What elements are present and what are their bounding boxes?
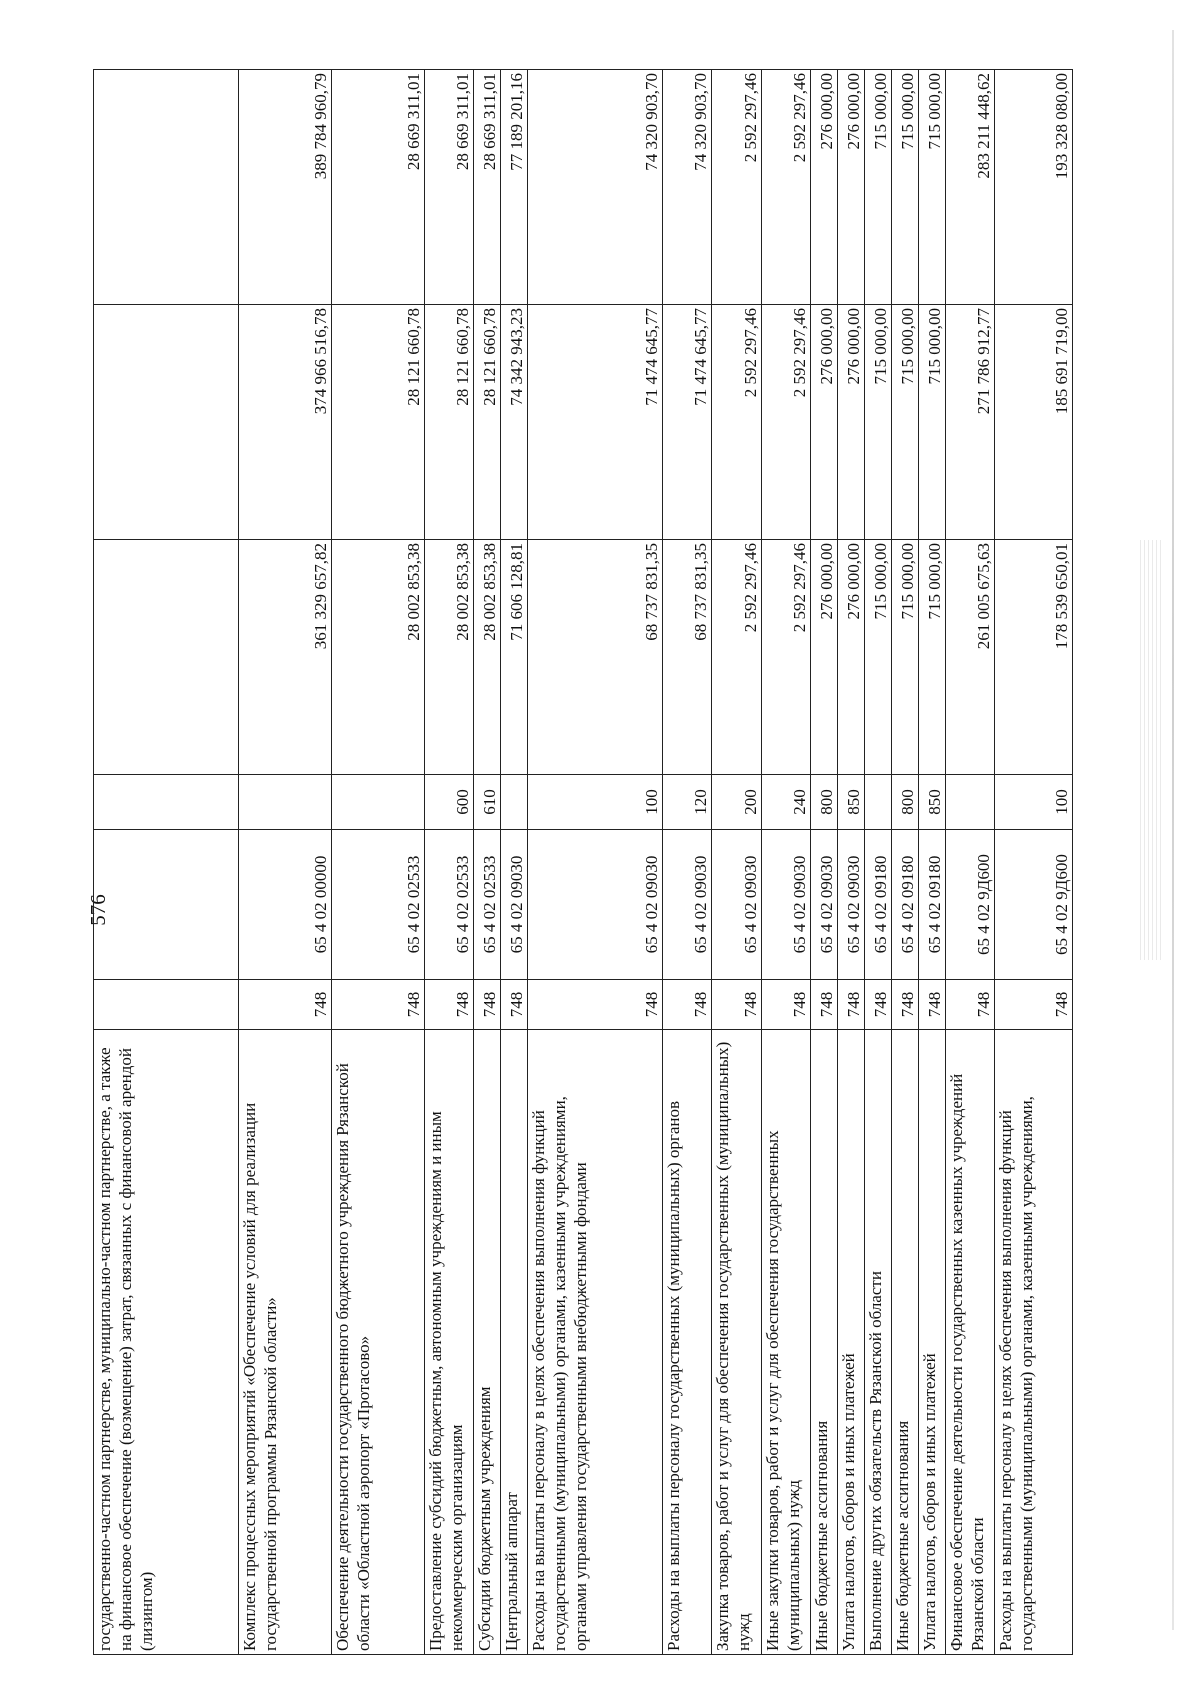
sum-year2-cell: 374 966 516,78: [238, 305, 331, 540]
sum-year1-cell: 715 000,00: [865, 540, 892, 775]
csr-cell: 65 4 02 09180: [918, 830, 945, 980]
scan-noise: [1140, 540, 1164, 960]
sum-year2-cell: 71 474 645,77: [528, 305, 662, 540]
vr-cell: 800: [811, 775, 838, 830]
vr-cell: [331, 775, 424, 830]
vr-cell: [238, 775, 331, 830]
row-name-cell: Предоставление субсидий бюджетным, автономным учреждениям и иным некоммерческим организациям: [424, 1030, 474, 1655]
sum-year2-cell: 28 121 660,78: [331, 305, 424, 540]
row-name-cell: Иные закупки товаров, работ и услуг для обеспечения государственных (муниципальных) нужд: [761, 1030, 811, 1655]
ved-cell: 748: [918, 980, 945, 1030]
vr-cell: 100: [528, 775, 662, 830]
csr-cell: 65 4 02 00000: [238, 830, 331, 980]
row-name-cell: Финансовое обеспечение деятельности государственных казенных учреждений Рязанской области: [945, 1030, 995, 1655]
sum-year1-cell: 28 002 853,38: [331, 540, 424, 775]
sum-year1-cell: 28 002 853,38: [474, 540, 501, 775]
sum-year2-cell: 276 000,00: [838, 305, 865, 540]
csr-cell: 65 4 02 09030: [528, 830, 662, 980]
row-name-cell: Расходы на выплаты персоналу в целях обеспечения выполнения функций государственными (муниципальными) органами, казенными учреждениями,: [995, 1030, 1073, 1655]
row-name-cell: Выполнение других обязательств Рязанской области: [865, 1030, 892, 1655]
sum-year1-cell: 276 000,00: [811, 540, 838, 775]
sum-year1-cell: 178 539 650,01: [995, 540, 1073, 775]
sum-year3-cell: 74 320 903,70: [528, 70, 662, 305]
table-row: [501, 70, 528, 1655]
sum-year1-cell: 715 000,00: [891, 540, 918, 775]
vr-cell: 240: [761, 775, 811, 830]
sum-year2-cell: 28 121 660,78: [424, 305, 474, 540]
ved-cell: 748: [761, 980, 811, 1030]
csr-cell: 65 4 02 09030: [811, 830, 838, 980]
row-name-cell: Иные бюджетные ассигнования: [891, 1030, 918, 1655]
ved-cell: [94, 980, 239, 1030]
row-name-cell: Расходы на выплаты персоналу государственных (муниципальных) органов: [662, 1030, 712, 1655]
sum-year3-cell: 276 000,00: [811, 70, 838, 305]
table-row: [995, 70, 1073, 1655]
csr-cell: 65 4 02 9Д600: [945, 830, 995, 980]
sum-year1-cell: 2 592 297,46: [761, 540, 811, 775]
sum-year3-cell: 2 592 297,46: [761, 70, 811, 305]
sum-year2-cell: 715 000,00: [865, 305, 892, 540]
sum-year2-cell: 271 786 912,77: [945, 305, 995, 540]
sum-year3-cell: [94, 70, 239, 305]
sum-year1-cell: [94, 540, 239, 775]
csr-cell: 65 4 02 09030: [712, 830, 762, 980]
vr-cell: 100: [995, 775, 1073, 830]
table-row: [918, 70, 945, 1655]
ved-cell: 748: [865, 980, 892, 1030]
sum-year3-cell: 28 669 311,01: [474, 70, 501, 305]
table-row: [474, 70, 501, 1655]
sum-year1-cell: 28 002 853,38: [424, 540, 474, 775]
sum-year1-cell: 361 329 657,82: [238, 540, 331, 775]
sum-year1-cell: 276 000,00: [838, 540, 865, 775]
vr-cell: 850: [918, 775, 945, 830]
sum-year2-cell: 185 691 719,00: [995, 305, 1073, 540]
vr-cell: 610: [474, 775, 501, 830]
vr-cell: 850: [838, 775, 865, 830]
vr-cell: 600: [424, 775, 474, 830]
table-row: [94, 70, 239, 1655]
csr-cell: 65 4 02 02533: [424, 830, 474, 980]
sum-year1-cell: 261 005 675,63: [945, 540, 995, 775]
sum-year3-cell: 715 000,00: [891, 70, 918, 305]
table-row: [662, 70, 712, 1655]
ved-cell: 748: [528, 980, 662, 1030]
sum-year2-cell: [94, 305, 239, 540]
row-name-cell: Центральный аппарат: [501, 1030, 528, 1655]
csr-cell: 65 4 02 09030: [761, 830, 811, 980]
ved-cell: 748: [474, 980, 501, 1030]
csr-cell: 65 4 02 09030: [838, 830, 865, 980]
table-row: [238, 70, 331, 1655]
page-number: 576: [86, 894, 110, 926]
table-row: [528, 70, 662, 1655]
sum-year1-cell: 68 737 831,35: [662, 540, 712, 775]
scan-edge: [1172, 30, 1174, 1630]
sum-year1-cell: 71 606 128,81: [501, 540, 528, 775]
ved-cell: 748: [838, 980, 865, 1030]
ved-cell: 748: [501, 980, 528, 1030]
vr-cell: 800: [891, 775, 918, 830]
ved-cell: 748: [238, 980, 331, 1030]
ved-cell: 748: [891, 980, 918, 1030]
row-name-cell: Обеспечение деятельности государственного бюджетного учреждения Рязанской области «Областной аэропорт «Протасово»: [331, 1030, 424, 1655]
csr-cell: 65 4 02 09180: [865, 830, 892, 980]
sum-year2-cell: 2 592 297,46: [761, 305, 811, 540]
csr-cell: 65 4 02 02533: [331, 830, 424, 980]
sum-year3-cell: 2 592 297,46: [712, 70, 762, 305]
sum-year1-cell: 715 000,00: [918, 540, 945, 775]
vr-cell: [94, 775, 239, 830]
table-row: [331, 70, 424, 1655]
ved-cell: 748: [331, 980, 424, 1030]
sum-year3-cell: 715 000,00: [865, 70, 892, 305]
vr-cell: 200: [712, 775, 762, 830]
table-row: [424, 70, 474, 1655]
sum-year2-cell: 715 000,00: [891, 305, 918, 540]
table-row: [712, 70, 762, 1655]
sum-year2-cell: 28 121 660,78: [474, 305, 501, 540]
table-row: [761, 70, 811, 1655]
sum-year3-cell: 389 784 960,79: [238, 70, 331, 305]
csr-cell: [94, 830, 239, 980]
sum-year2-cell: 71 474 645,77: [662, 305, 712, 540]
sum-year3-cell: 28 669 311,01: [424, 70, 474, 305]
ved-cell: 748: [712, 980, 762, 1030]
vr-cell: [501, 775, 528, 830]
sum-year3-cell: 77 189 201,16: [501, 70, 528, 305]
sum-year2-cell: 276 000,00: [811, 305, 838, 540]
row-name-cell: Комплекс процессных мероприятий «Обеспечение условий для реализации государственной программы Рязанской области»: [238, 1030, 331, 1655]
csr-cell: 65 4 02 09030: [501, 830, 528, 980]
csr-cell: 65 4 02 02533: [474, 830, 501, 980]
row-name-cell: Иные бюджетные ассигнования: [811, 1030, 838, 1655]
ved-cell: 748: [811, 980, 838, 1030]
ved-cell: 748: [424, 980, 474, 1030]
ved-cell: 748: [945, 980, 995, 1030]
sum-year1-cell: 68 737 831,35: [528, 540, 662, 775]
ved-cell: 748: [995, 980, 1073, 1030]
sum-year3-cell: 28 669 311,01: [331, 70, 424, 305]
rotated-table-container: [93, 70, 1073, 1655]
table-row: [865, 70, 892, 1655]
csr-cell: 65 4 02 9Д600: [995, 830, 1073, 980]
row-name-cell: Уплата налогов, сборов и иных платежей: [918, 1030, 945, 1655]
vr-cell: [945, 775, 995, 830]
sum-year2-cell: 715 000,00: [918, 305, 945, 540]
vr-cell: [865, 775, 892, 830]
sum-year3-cell: 283 211 448,62: [945, 70, 995, 305]
csr-cell: 65 4 02 09180: [891, 830, 918, 980]
table-row: [891, 70, 918, 1655]
table-row: [945, 70, 995, 1655]
vr-cell: 120: [662, 775, 712, 830]
row-name-cell: Субсидии бюджетным учреждениям: [474, 1030, 501, 1655]
sum-year3-cell: 276 000,00: [838, 70, 865, 305]
table-row: [811, 70, 838, 1655]
row-name-cell: Закупка товаров, работ и услуг для обеспечения государственных (муниципальных) нужд: [712, 1030, 762, 1655]
row-name-cell: государственно-частном партнерстве, муниципально-частном партнерстве, а также на финансовое обеспечение (возмещение) затрат, связанных с финансовой арендой (лизингом): [94, 1030, 239, 1655]
sum-year3-cell: 193 328 080,00: [995, 70, 1073, 305]
sum-year3-cell: 74 320 903,70: [662, 70, 712, 305]
csr-cell: 65 4 02 09030: [662, 830, 712, 980]
sum-year2-cell: 74 342 943,23: [501, 305, 528, 540]
row-name-cell: Уплата налогов, сборов и иных платежей: [838, 1030, 865, 1655]
budget-table: [93, 69, 1073, 1655]
sum-year1-cell: 2 592 297,46: [712, 540, 762, 775]
row-name-cell: Расходы на выплаты персоналу в целях обеспечения выполнения функций государственными (муниципальными) органами, казенными учреждениями, органами управления государственными внебюджетными фондами: [528, 1030, 662, 1655]
ved-cell: 748: [662, 980, 712, 1030]
sum-year3-cell: 715 000,00: [918, 70, 945, 305]
table-row: [838, 70, 865, 1655]
sum-year2-cell: 2 592 297,46: [712, 305, 762, 540]
